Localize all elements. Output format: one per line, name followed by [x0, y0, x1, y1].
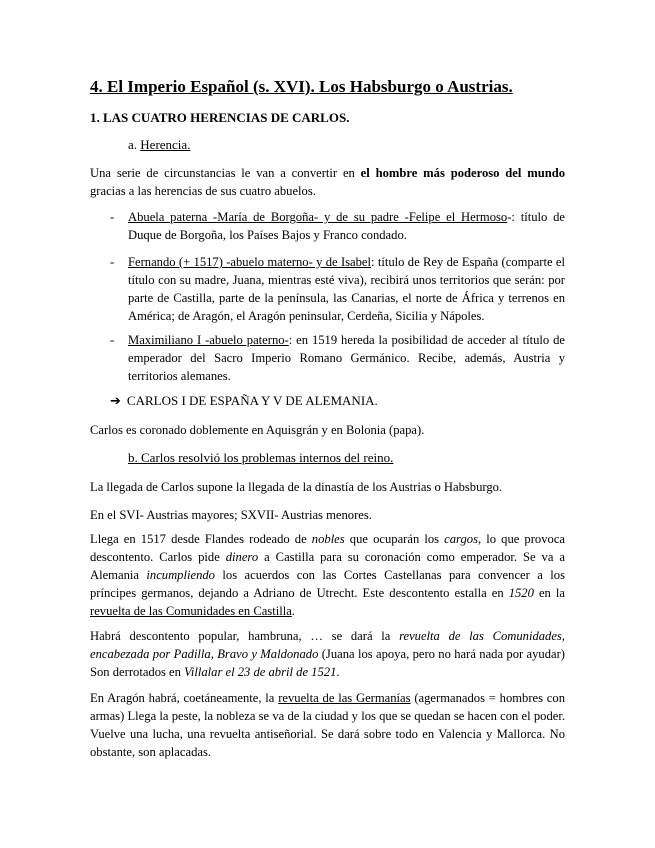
intro-paragraph: [90, 164, 565, 200]
intro-text: Una serie de circunstancias le van a convertir en: [90, 166, 361, 180]
subheading-a-label: Herencia.: [140, 137, 191, 152]
intro-bold: el hombre más poderoso del mundo: [360, 166, 565, 180]
subheading-a: [128, 137, 190, 153]
bullet-text: [128, 253, 565, 325]
bullet-underlined: Fernando (+ 1517) -abuelo materno- y de Isabel: [128, 255, 372, 269]
bullet-body: -: título de Duque de Borgoña, los Países Bajos y Franco condado.: [128, 210, 565, 242]
conclusion-text: CARLOS I DE ESPAÑA Y V DE ALEMANIA.: [126, 393, 378, 408]
bullet-body: : en 1519 hereda la posibilidad de acceder al título de emperador del Sacro Imperio Romano Germánico. Recibe, además, Austria y territorios alemanes.: [128, 333, 565, 383]
bullet-dash: -: [110, 333, 115, 347]
austrias-paragraph: En el SVI- Austrias mayores; SXVII- Austrias menores.: [90, 508, 372, 522]
bullet-dash: -: [110, 210, 115, 224]
bullet-underlined: Maximiliano I -abuelo paterno-: [128, 333, 289, 347]
page-title: 4. El Imperio Español (s. XVI). Los Habsburgo o Austrias.: [90, 77, 513, 96]
bullet-text: [128, 208, 565, 244]
subheading-b: b. Carlos resolvió los problemas internos del reino.: [128, 450, 394, 465]
arrow-right-icon: ➔: [110, 394, 121, 409]
descontento-paragraph: Habrá descontento popular, hambruna, … se dará la revuelta de las Comunidades, encabezada por Padilla, Bravo y Maldonado (Juana los apoya, pero no hará nada por ayudar) Son derrotados en Villalar el 23 de abril de 1521.: [90, 629, 565, 679]
bullet-underlined: Abuela paterna -María de Borgoña- y de su padre -Felipe el Hermoso: [128, 210, 508, 224]
germanias-paragraph: En Aragón habrá, coetáneamente, la revuelta de las Germanías (agermanados = hombres con armas) Llega la peste, la nobleza se va de la ciudad y los que se quedan se hacen con el poder. Vuelve una lucha, una revuelta antiseñorial. Se dará sobre todo en Valencia y Mallorca. No obstante, son aplacadas.: [90, 691, 565, 759]
conclusion-line: [110, 393, 378, 409]
bullet-text: [128, 331, 565, 385]
section-heading: 1. LAS CUATRO HERENCIAS DE CARLOS.: [90, 110, 350, 125]
comunidades-paragraph: Llega en 1517 desde Flandes rodeado de nobles que ocuparán los cargos, lo que provoca descontento. Carlos pide dinero a Castilla para su coronación como emperador. Se va a Alemania incumpliendo los acuerdos con las Cortes Castellanas para convencer a los príncipes germanos, dejando a Adriano de Utrecht. Este descontento estalla en 1520 en la revuelta de las Comunidades en Castilla.: [90, 532, 565, 618]
intro-text-end: gracias a las herencias de sus cuatro abuelos.: [90, 184, 316, 198]
bullet-dash: -: [110, 255, 115, 269]
subheading-a-letter: a.: [128, 137, 138, 152]
dynasty-paragraph: La llegada de Carlos supone la llegada de la dinastía de los Austrias o Habsburgo.: [90, 480, 503, 494]
bullet-body: : título de Rey de España (comparte el título con su madre, Juana, mientras esté viva), recibirá unos territorios que serán: por parte de Castilla, parte de la península, las Canarias, el norte de África y terrenos en América; de Aragón, el Aragón peninsular, Cerdeña, Sicilia y Nápoles.: [128, 255, 565, 323]
coronation-paragraph: Carlos es coronado doblemente en Aquisgrán y en Bolonia (papa).: [90, 423, 425, 437]
